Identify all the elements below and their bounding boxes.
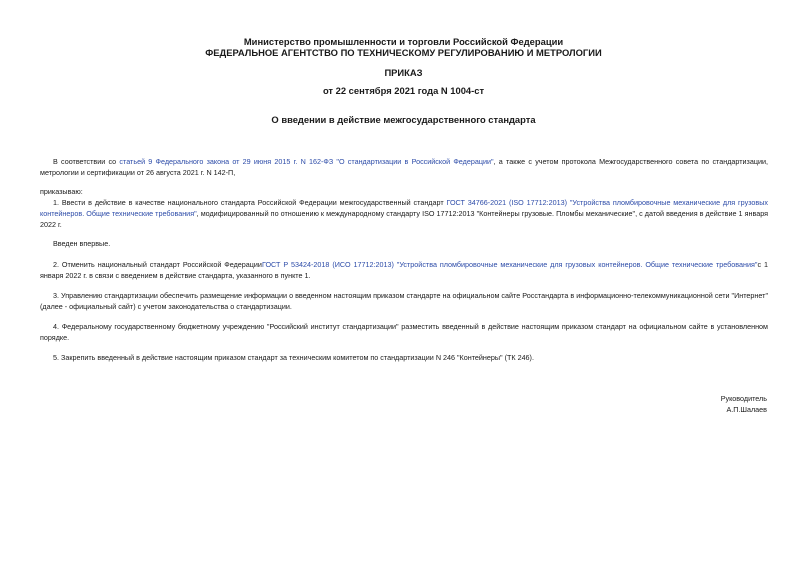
gost-34766-link[interactable]: ГОСТ 34766-2021 (ISO 17712:2013) "Устройства пломбировочные механические для грузовых контейнеров. Общие технические требования" xyxy=(40,198,768,218)
intro-paragraph xyxy=(40,156,768,178)
intro-prefix: В соответствии со xyxy=(53,157,120,166)
gost-r-53424-link[interactable]: ГОСТ Р 53424-2018 (ИСО 17712:2013) "Устройства пломбировочные механические для грузовых контейнеров. Общие технические требования" xyxy=(261,260,758,269)
item-1-paragraph xyxy=(40,197,768,230)
signature-position: Руководитель xyxy=(720,394,767,403)
item-2-paragraph xyxy=(40,259,768,281)
federal-law-link[interactable]: статьей 9 Федерального закона от 29 июня 2015 г. N 162-ФЗ "О стандартизации в Российской Федерации" xyxy=(119,157,494,166)
document-type: ПРИКАЗ xyxy=(384,67,423,78)
item-1-suffix: , модифицированный по отношению к международному стандарту ISO 17712:2013 "Контейнеры грузовые. Пломбы механические", с датой введения в действие 1 января 2022 г. xyxy=(40,209,768,229)
intro-suffix: , а также с учетом протокола Межгосударственного совета по стандартизации, метрологии и сертификации от 26 августа 2021 г. N 142-П, xyxy=(40,157,768,177)
agency-name: ФЕДЕРАЛЬНОЕ АГЕНТСТВО ПО ТЕХНИЧЕСКОМУ РЕГУЛИРОВАНИЮ И МЕТРОЛОГИИ xyxy=(205,47,602,58)
document-date-number: от 22 сентября 2021 года N 1004-ст xyxy=(322,85,485,96)
item-1-prefix: 1. Ввести в действие в качестве национального стандарта Российской Федерации межгосударственный стандарт xyxy=(53,198,447,207)
ministry-name: Министерство промышленности и торговли Российской Федерации xyxy=(243,36,564,47)
signature-name: А.П.Шалаев xyxy=(726,405,767,414)
item-3-paragraph: 3. Управлению стандартизации обеспечить размещение информации о введенном настоящим приказом стандарте на официальном сайте Росстандарта в информационно-телекоммуникационной сети "Интернет" (далее - официальный сайт) с учетом законодательства о стандартизации. xyxy=(40,291,768,311)
first-time-note: Введен впервые. xyxy=(53,239,111,248)
document-title: О введении в действие межгосударственного стандарта xyxy=(271,114,536,125)
item-5-paragraph: 5. Закрепить введенный в действие настоящим приказом стандарт за техническим комитетом по стандартизации N 246 "Контейнеры" (ТК 246). xyxy=(53,353,534,362)
item-2-prefix: 2. Отменить национальный стандарт Российской Федерации xyxy=(53,260,262,269)
item-2-suffix: с 1 января 2022 г. в связи с введением в действие стандарта, указанного в пункте 1. xyxy=(40,260,769,280)
order-word: приказываю: xyxy=(40,187,83,196)
item-4-paragraph: 4. Федеральному государственному бюджетному учреждению "Российский институт стандартизации" разместить введенный в действие настоящим приказом стандарт на официальном сайте в установленном порядке. xyxy=(40,322,768,342)
